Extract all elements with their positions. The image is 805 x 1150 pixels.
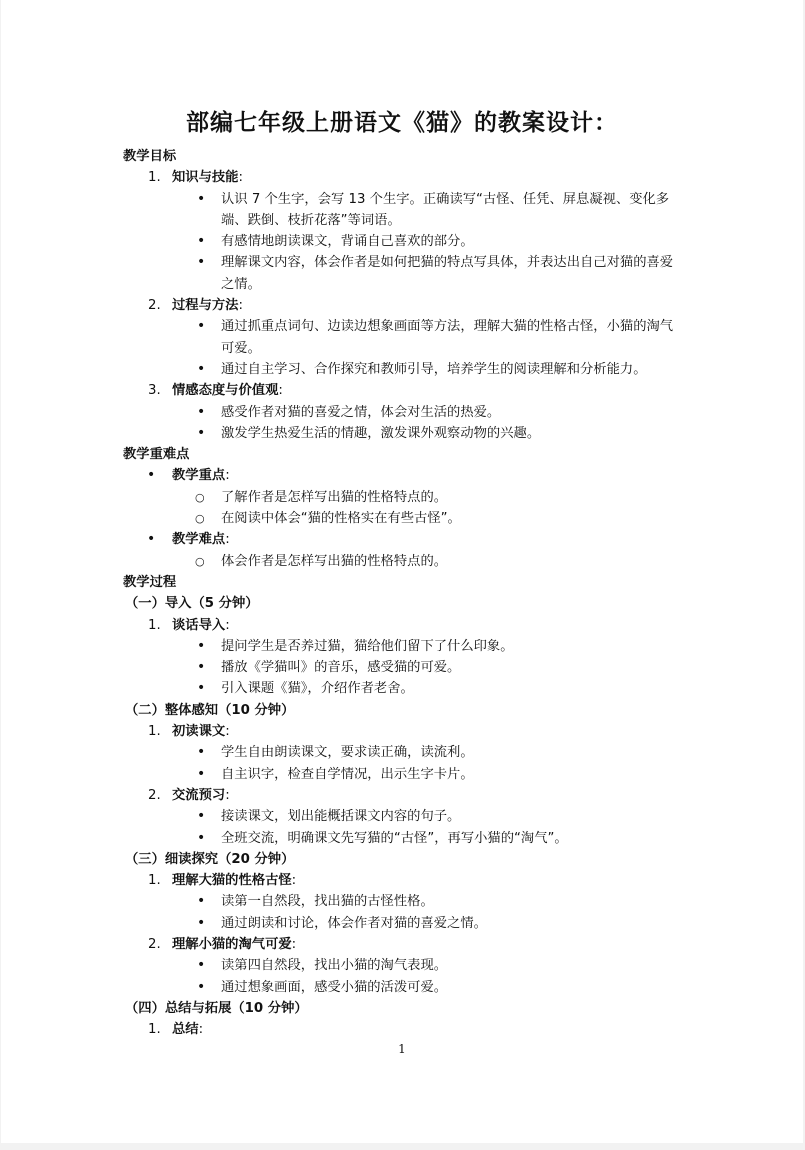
bullet-icon: • [197,978,206,995]
list-item: 1. 谈话导入: [148,617,230,633]
bullet-icon: • [197,233,206,250]
bullet-item: • 接读课文，划出能概括课文内容的句子。 [1,806,803,827]
list-item: 3. 情感态度与价值观: [148,383,283,399]
bullet-icon: • [197,829,206,846]
bullet-item: • 读第四自然段，找出小猫的淘气表现。 [1,955,803,976]
bullet-icon: • [197,893,206,910]
bullet-item: • 激发学生热爱生活的情趣，激发课外观察动物的兴趣。 [1,423,803,444]
bullet-icon: • [197,318,206,335]
bullet-item: • 全班交流，明确课文先写猫的“古怪”，再写小猫的“淘气”。 [1,828,803,849]
bullet-item: • 学生自由朗读课文，要求读正确，读流利。 [1,742,803,763]
bullet-item: • 感受作者对猫的喜爱之情，体会对生活的热爱。 [1,402,803,423]
list-item: 1. 理解大猫的性格古怪: [148,873,297,889]
bullet-item: • 理解课文内容，体会作者是如何把猫的特点写具体，并表达出自己对猫的喜爱之情。 [197,254,674,292]
bullet-icon: • [197,765,206,782]
stage-title: （四）总结与拓展（10 分钟） [125,1000,308,1016]
bullet-item: • 通过自主学习、合作探究和教师引导，培养学生的阅读理解和分析能力。 [1,359,803,380]
list-item: 2. 理解小猫的淘气可爱: [148,936,297,952]
heading-goals: 教学目标 [123,149,177,164]
bullet-icon: • [197,914,206,931]
bullet-item: • 通过抓重点词句、边读边想象画面等方法，理解大猫的性格古怪，小猫的淘气可爱。 [197,318,674,356]
circle-bullet-icon: ○ [195,490,205,504]
bullet-icon: • [197,254,206,271]
list-item: • 教学难点: [1,529,803,550]
heading-process: 教学过程 [123,574,177,590]
bullet-icon: • [197,957,206,974]
bullet-item: • 提问学生是否养过猫，猫给他们留下了什么印象。 [1,636,803,657]
bullet-icon: • [197,424,206,441]
bullet-icon: • [147,467,156,484]
bullet-item: • 认识 7 个生字，会写 13 个生字。正确读写“古怪、任凭、屏息凝视、变化多端、跌倒、枝折花落”等词语。 [197,190,670,228]
list-item: 1. 初读课文: [148,724,230,740]
page-number: 1 [398,1042,406,1056]
list-item: 1. 知识与技能: [148,170,243,186]
bullet-icon: • [197,808,206,825]
document-title: 部编七年级上册语文《猫》的教案设计： [186,110,618,136]
list-item: 2. 交流预习: [148,787,230,803]
sub-item: ○ 了解作者是怎样写出猫的性格特点的。 [1,487,803,508]
bullet-item: • 通过朗读和讨论，体会作者对猫的喜爱之情。 [1,913,803,934]
sub-item: ○ 体会作者是怎样写出猫的性格特点的。 [1,551,803,572]
list-item: 2. 过程与方法: [148,298,243,314]
stage-title: （三）细读探究（20 分钟） [125,851,295,867]
bullet-icon: • [197,637,206,654]
bullet-icon: • [197,659,206,676]
list-item: • 教学重点: [1,465,803,486]
heading-difficulties: 教学重难点 [123,447,190,463]
list-item: 1. 总结: [148,1022,204,1038]
bullet-icon: • [197,680,206,697]
stage-title: （一）导入（5 分钟） [125,596,259,612]
document-page [1,0,803,1143]
bullet-item: • 有感情地朗读课文，背诵自己喜欢的部分。 [1,231,803,252]
bullet-item: • 自主识字，检查自学情况，出示生字卡片。 [1,764,803,785]
stage-title: （二）整体感知（10 分钟） [125,702,295,718]
bullet-icon: • [197,403,206,420]
bullet-icon: • [197,360,206,377]
bullet-item: • 通过想象画面，感受小猫的活泼可爱。 [1,977,803,998]
bullet-item: • 读第一自然段，找出猫的古怪性格。 [1,891,803,912]
bullet-icon: • [147,531,156,548]
bullet-item: • 播放《学猫叫》的音乐，感受猫的可爱。 [1,657,803,678]
bullet-icon: • [197,190,206,207]
bullet-item: • 引入课题《猫》，介绍作者老舍。 [1,678,803,699]
sub-item: ○ 在阅读中体会“猫的性格实在有些古怪”。 [1,508,803,529]
document-body [1,146,803,1040]
bullet-icon: • [197,744,206,761]
circle-bullet-icon: ○ [195,512,205,526]
circle-bullet-icon: ○ [195,554,205,568]
